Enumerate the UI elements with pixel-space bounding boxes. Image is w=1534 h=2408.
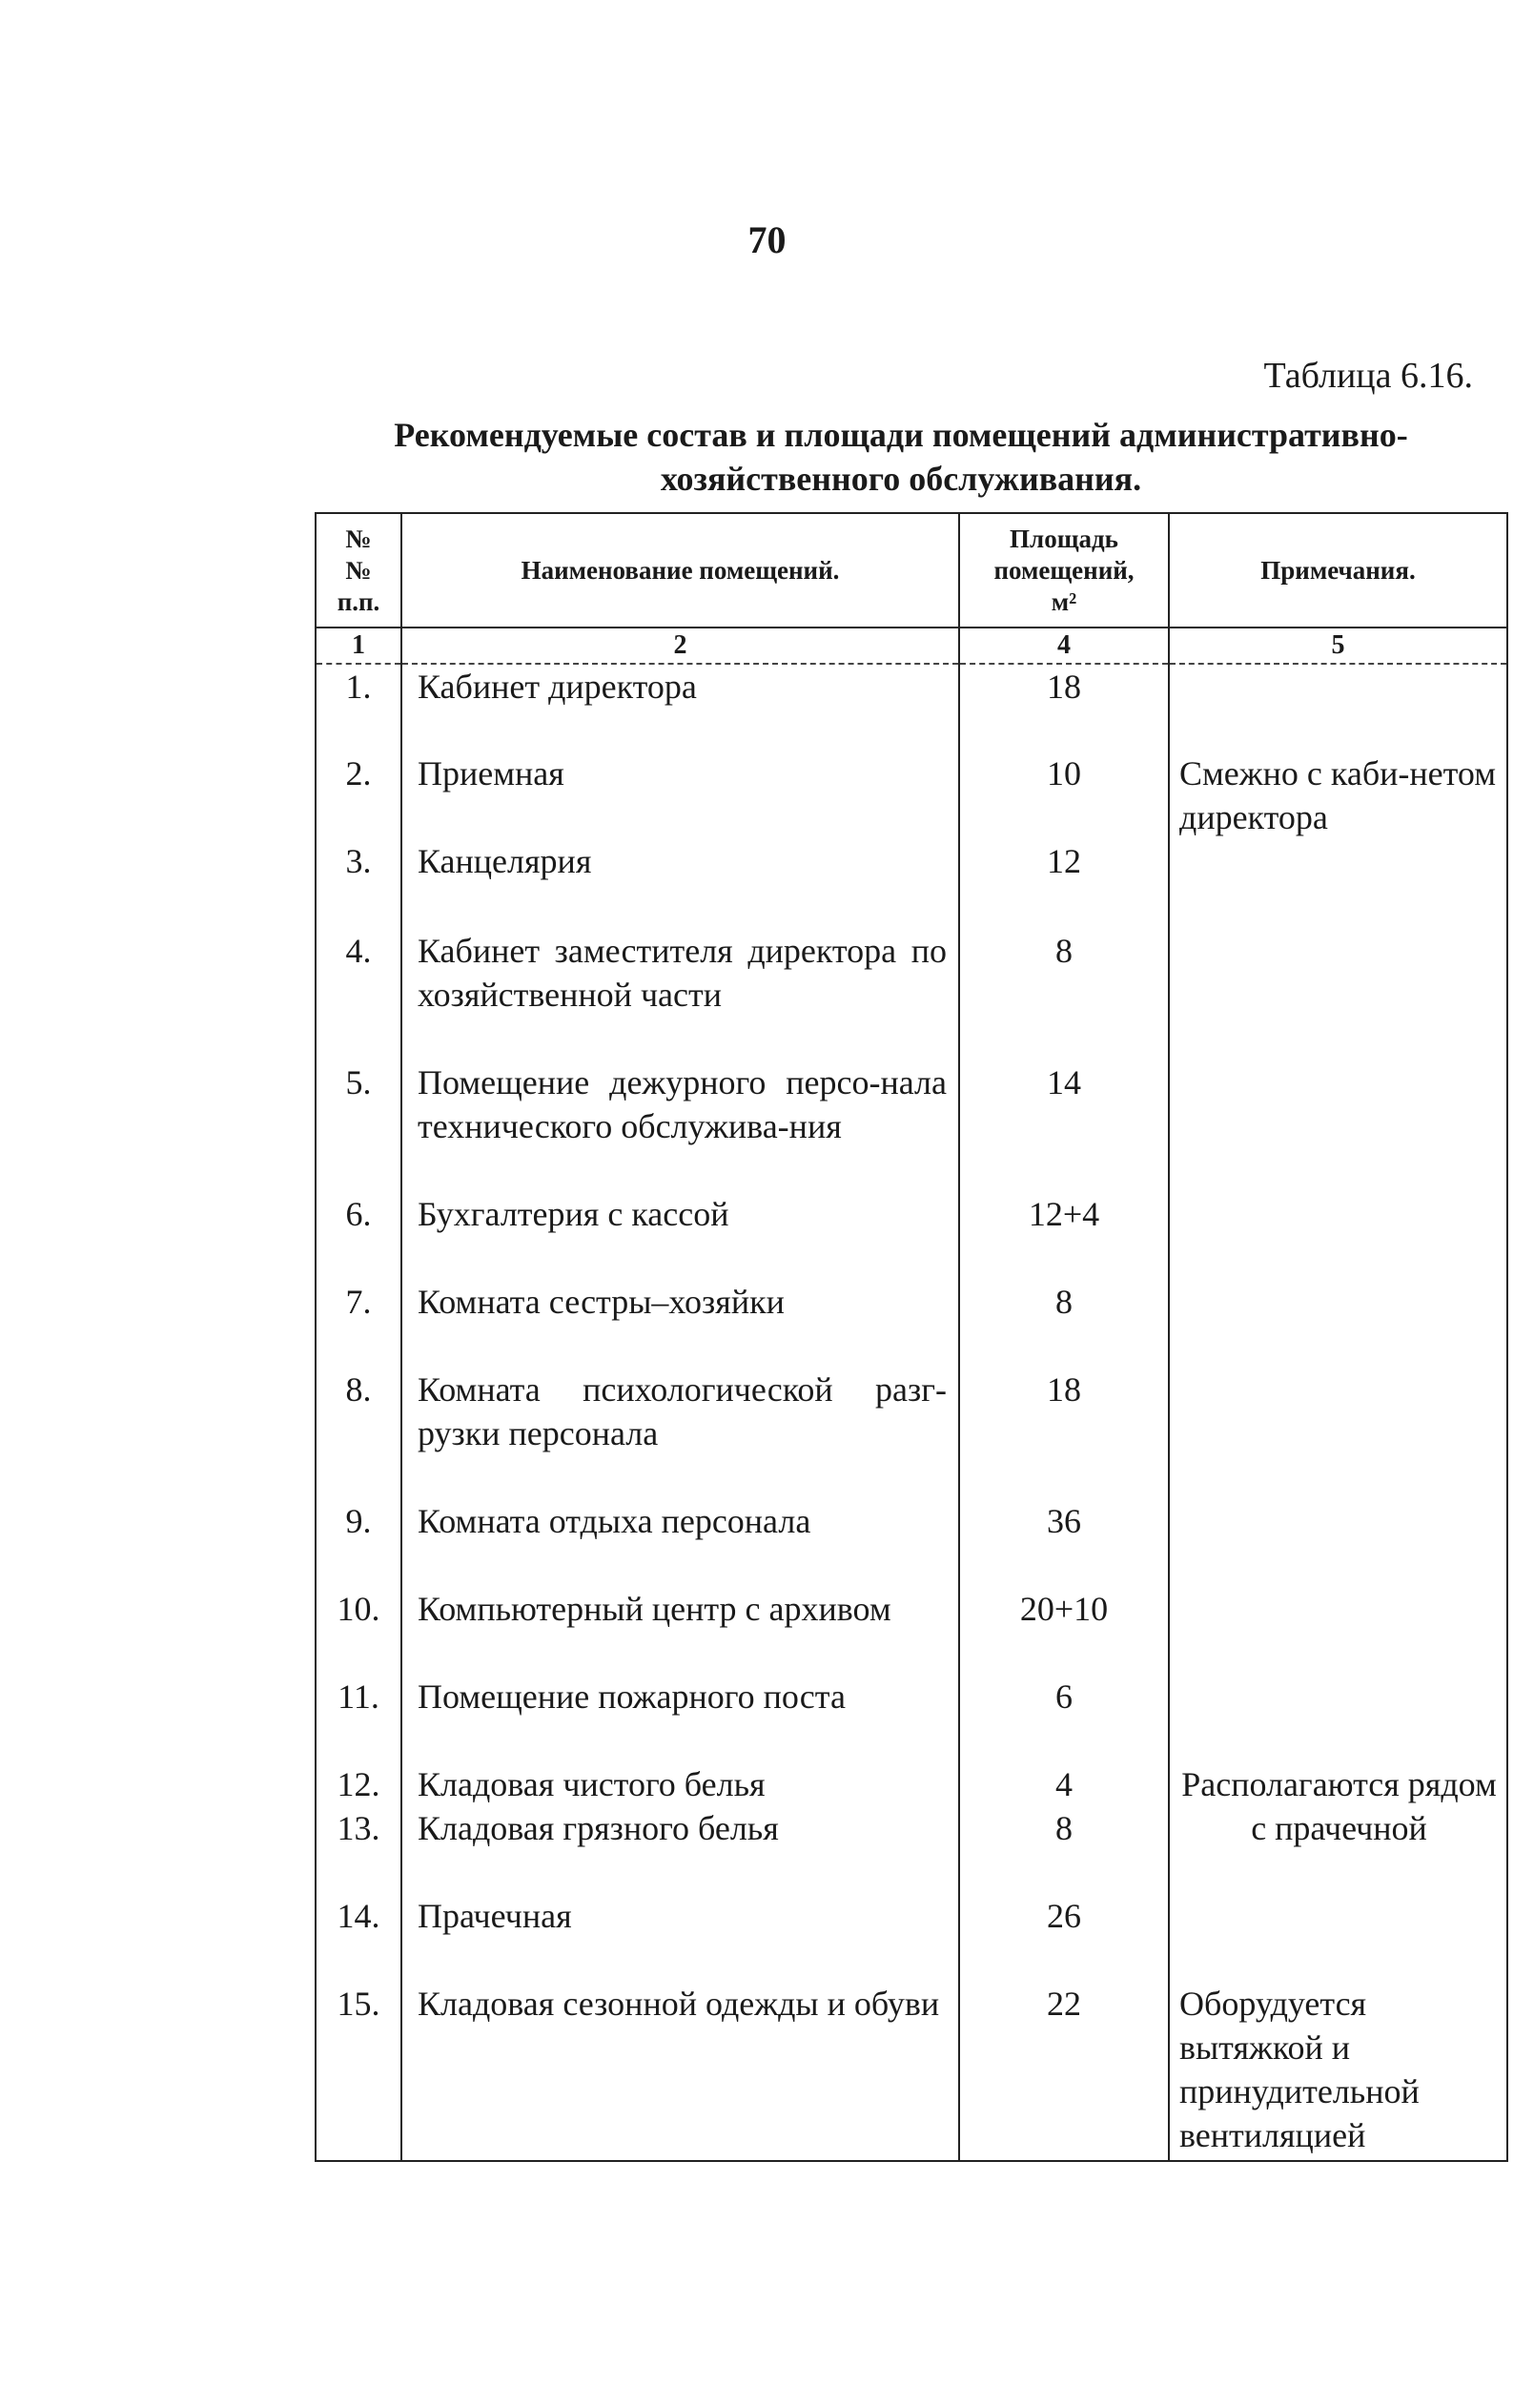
room-area: 10	[959, 751, 1169, 839]
table-row	[316, 664, 1507, 751]
room-area: 4	[959, 1762, 1169, 1806]
header-num: № № п.п.	[316, 513, 401, 628]
room-name: Помещение пожарного поста	[401, 1675, 959, 1762]
header-note: Примечания.	[1169, 513, 1507, 628]
table-title	[315, 413, 1487, 501]
room-area: 12+4	[959, 1192, 1169, 1280]
row-number: 3.	[316, 839, 401, 929]
table-caption: Таблица 6.16.	[1263, 356, 1473, 396]
table-row	[316, 1060, 1507, 1192]
room-name: Кладовая грязного белья	[401, 1806, 959, 1894]
table-row	[316, 1280, 1507, 1368]
table-header-row	[316, 513, 1507, 628]
row-number: 9.	[316, 1499, 401, 1587]
room-note: Располагаются рядом с прачечной	[1169, 1762, 1507, 1982]
room-name: Компьютерный центр с архивом	[401, 1587, 959, 1675]
room-area: 36	[959, 1499, 1169, 1587]
room-name: Бухгалтерия с кассой	[401, 1192, 959, 1280]
room-area: 18	[959, 664, 1169, 751]
row-number: 4.	[316, 929, 401, 1060]
room-name: Кладовая чистого белья	[401, 1762, 959, 1806]
room-area: 8	[959, 1280, 1169, 1368]
table-row	[316, 1675, 1507, 1762]
room-area: 14	[959, 1060, 1169, 1192]
table-row	[316, 1587, 1507, 1675]
room-area: 22	[959, 1982, 1169, 2161]
room-name: Прачечная	[401, 1894, 959, 1982]
row-number: 2.	[316, 751, 401, 839]
table-row	[316, 1368, 1507, 1499]
header-area: Площадь помещений, м²	[959, 513, 1169, 628]
row-number: 11.	[316, 1675, 401, 1762]
page-number: 70	[747, 218, 787, 261]
room-name: Кабинет директора	[401, 664, 959, 751]
row-number: 12.	[316, 1762, 401, 1806]
room-area: 12	[959, 839, 1169, 929]
table-row	[316, 1192, 1507, 1280]
row-number: 10.	[316, 1587, 401, 1675]
table-row	[316, 1982, 1507, 2161]
room-area: 8	[959, 1806, 1169, 1894]
column-number: 2	[401, 628, 959, 664]
room-name: Помещение дежурного персо-нала технического обслужива-ния	[401, 1060, 959, 1192]
room-area: 8	[959, 929, 1169, 1060]
row-number: 13.	[316, 1806, 401, 1894]
room-area: 20+10	[959, 1587, 1169, 1675]
room-note: Оборудуется вытяжкой и принудительной вентиляцией	[1169, 1982, 1507, 2161]
room-name: Комната сестры–хозяйки	[401, 1280, 959, 1368]
room-area: 6	[959, 1675, 1169, 1762]
row-number: 5.	[316, 1060, 401, 1192]
row-number: 1.	[316, 664, 401, 751]
table-row	[316, 929, 1507, 1060]
table-row	[316, 751, 1507, 839]
room-name: Комната психологической разг-рузки персонала	[401, 1368, 959, 1499]
header-name: Наименование помещений.	[401, 513, 959, 628]
column-number-row	[316, 628, 1507, 664]
column-number: 4	[959, 628, 1169, 664]
room-name: Кладовая сезонной одежды и обуви	[401, 1982, 959, 2161]
room-name: Кабинет заместителя директора по хозяйственной части	[401, 929, 959, 1060]
table-title-line-1: Рекомендуемые состав и площади помещений административно-	[394, 416, 1408, 454]
table-title-line-2: хозяйственного обслуживания.	[660, 460, 1142, 498]
column-number: 5	[1169, 628, 1507, 664]
room-area: 26	[959, 1894, 1169, 1982]
row-number: 8.	[316, 1368, 401, 1499]
room-name: Канцелярия	[401, 839, 959, 929]
row-number: 6.	[316, 1192, 401, 1280]
table-row	[316, 1499, 1507, 1587]
room-note: Смежно с каби-нетом директора	[1169, 751, 1507, 929]
row-number: 14.	[316, 1894, 401, 1982]
rooms-table	[315, 512, 1508, 2162]
row-number: 7.	[316, 1280, 401, 1368]
room-name: Приемная	[401, 751, 959, 839]
room-name: Комната отдыха персонала	[401, 1499, 959, 1587]
room-area: 18	[959, 1368, 1169, 1499]
table-row	[316, 1762, 1507, 1806]
column-number: 1	[316, 628, 401, 664]
row-number: 15.	[316, 1982, 401, 2161]
